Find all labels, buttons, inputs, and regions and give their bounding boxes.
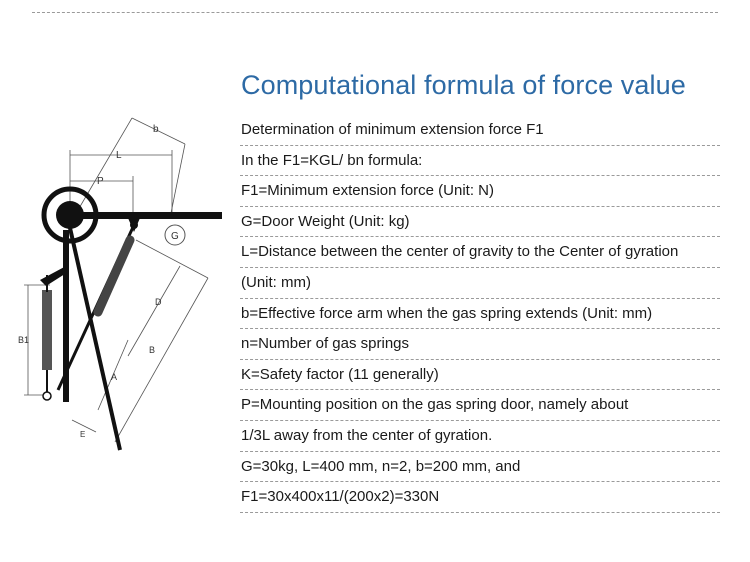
label-L: L: [116, 150, 122, 161]
formula-list: [240, 115, 720, 513]
top-divider: [32, 12, 718, 13]
formula-line-9: K=Safety factor (11 generally): [240, 360, 720, 391]
formula-line-13: F1=30x400x11/(200x2)=330N: [240, 482, 720, 513]
formula-line-7: b=Effective force arm when the gas spring extends (Unit: mm): [240, 299, 720, 330]
formula-line-3: F1=Minimum extension force (Unit: N): [240, 176, 720, 207]
formula-line-2: In the F1=KGL/ bn formula:: [240, 146, 720, 177]
gas-spring-diagram: [10, 100, 240, 460]
formula-line-8: n=Number of gas springs: [240, 329, 720, 360]
formula-line-11: 1/3L away from the center of gyration.: [240, 421, 720, 452]
label-b: b: [153, 124, 159, 135]
label-P: P: [97, 176, 104, 187]
gas-spring-cylinder: [98, 240, 130, 312]
formula-line-10: P=Mounting position on the gas spring door, namely about: [240, 390, 720, 421]
label-G: G: [171, 231, 179, 242]
label-A: A: [111, 372, 118, 382]
formula-line-4: G=Door Weight (Unit: kg): [240, 207, 720, 238]
formula-line-1: Determination of minimum extension force F1: [240, 115, 720, 146]
formula-line-5: L=Distance between the center of gravity to the Center of gyration: [240, 237, 720, 268]
label-B: B: [149, 345, 156, 355]
page-title: Computational formula of force value: [241, 70, 686, 100]
formula-line-12: G=30kg, L=400 mm, n=2, b=200 mm, and: [240, 452, 720, 483]
formula-line-6: (Unit: mm): [240, 268, 720, 299]
label-D: D: [155, 297, 162, 307]
label-B1: B1: [18, 335, 30, 345]
label-E: E: [80, 430, 86, 439]
small-gas-spring: [42, 290, 52, 370]
door-arm: [70, 212, 222, 219]
